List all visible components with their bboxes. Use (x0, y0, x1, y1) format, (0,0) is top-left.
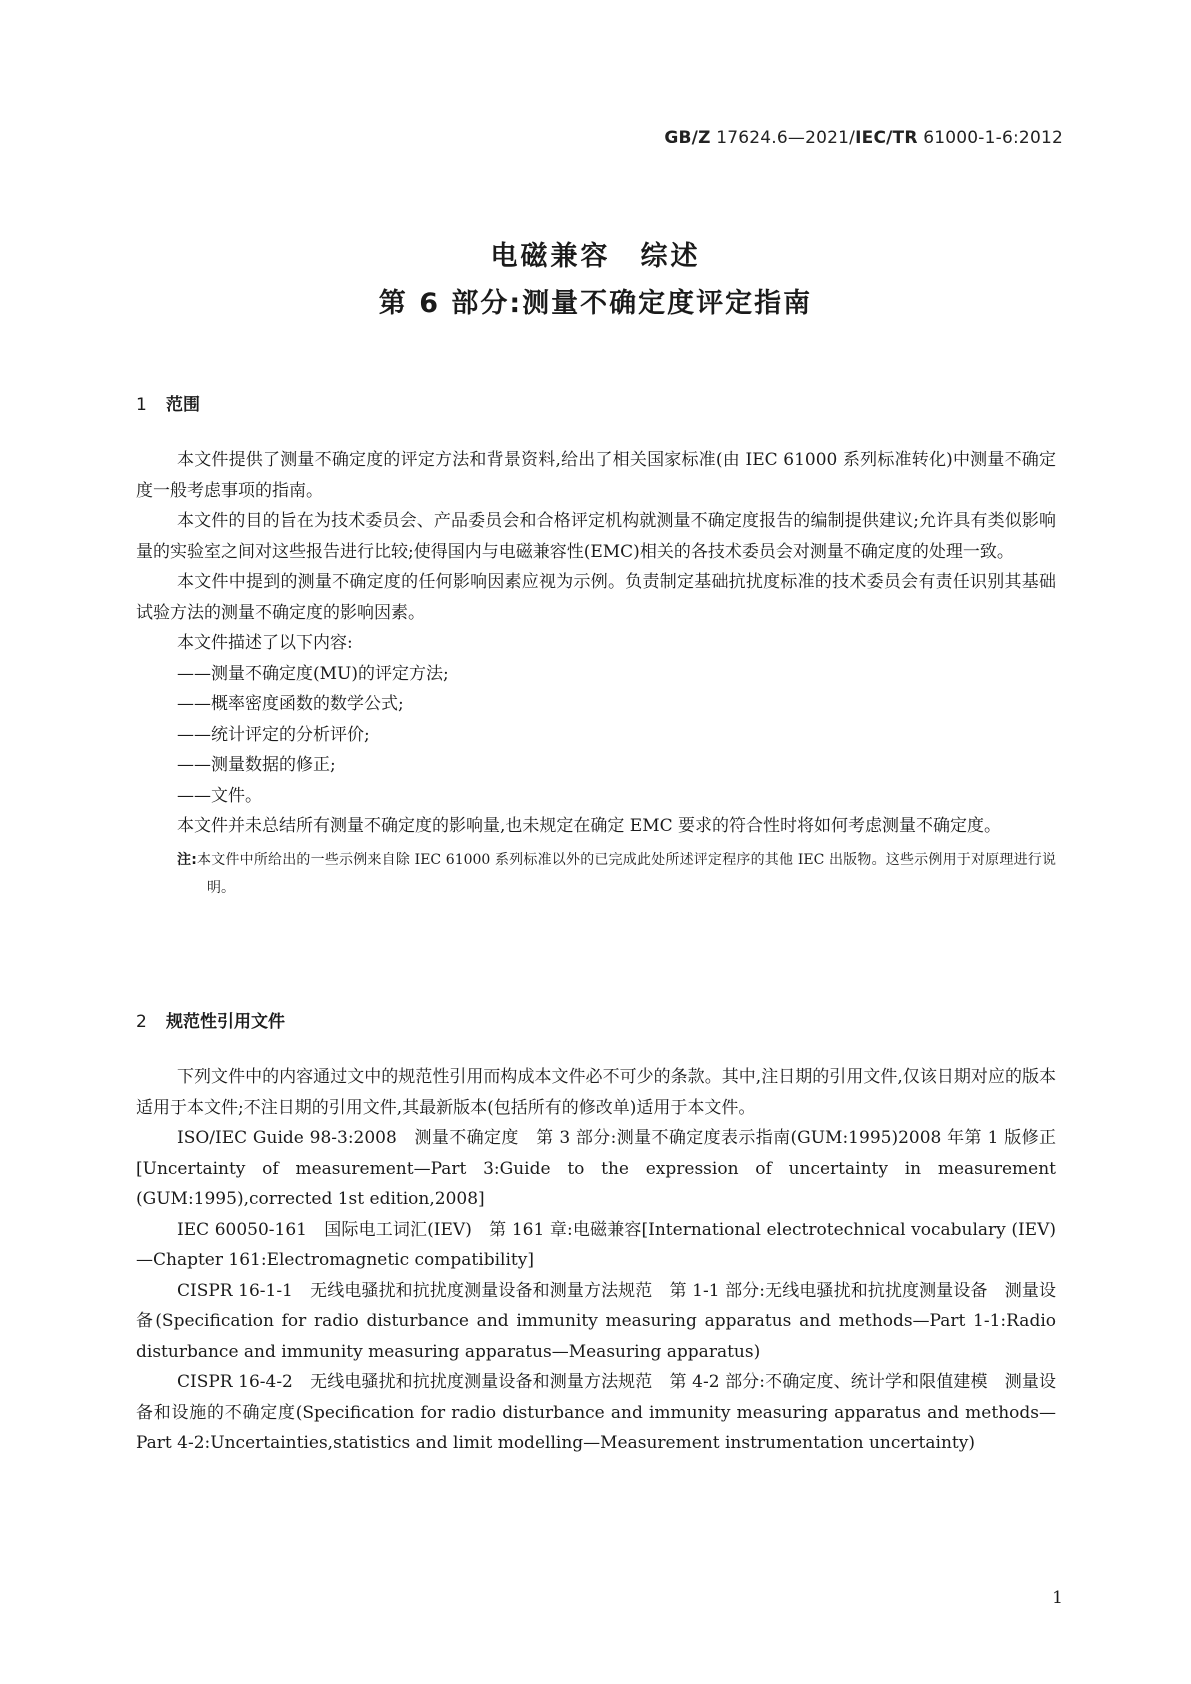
list-item: ——测量数据的修正; (177, 755, 336, 775)
document-title-line2: 第 6 部分:测量不确定度评定指南 (378, 288, 813, 319)
list-item: ——测量不确定度(MU)的评定方法; (177, 663, 449, 684)
standard-code-header (664, 128, 1063, 148)
section-2-body (136, 1062, 1056, 1459)
header-iec-number: 61000-1-6:2012 (917, 128, 1063, 148)
header-code-number: 17624.6—2021/ (710, 128, 856, 148)
reference-entry: CISPR 16-4-2 无线电骚扰和抗扰度测量设备和测量方法规范 第 4-2 部分:不确定度、统计学和限值建模 测量设备和设施的不确定度(Specification for radio disturbance and immunity measuring apparatus and methods—Part 4-2:Uncertainties,statistics and limit modelling—Measurement instrumentation uncertainty) (136, 1372, 1056, 1453)
header-code-prefix: GB/Z (664, 128, 711, 148)
section-1-heading (136, 390, 200, 415)
reference-entry: IEC 60050-161 国际电工词汇(IEV) 第 161 章:电磁兼容[International electrotechnical vocabulary (IEV)—Chapter 161:Electromagnetic compatibility] (136, 1219, 1056, 1270)
paragraph: 本文件的目的旨在为技术委员会、产品委员会和合格评定机构就测量不确定度报告的编制提供建议;允许具有类似影响量的实验室之间对这些报告进行比较;使得国内与电磁兼容性(EMC)相关的各技术委员会对测量不确定度的处理一致。 (136, 511, 1056, 562)
paragraph: 下列文件中的内容通过文中的规范性引用而构成本文件必不可少的条款。其中,注日期的引用文件,仅该日期对应的版本适用于本文件;不注日期的引用文件,其最新版本(包括所有的修改单)适用于本文件。 (136, 1067, 1056, 1118)
section-1-number: 1 (136, 395, 147, 415)
paragraph: 本文件描述了以下内容: (177, 633, 353, 653)
reference-entry: CISPR 16-1-1 无线电骚扰和抗扰度测量设备和测量方法规范 第 1-1 部分:无线电骚扰和抗扰度测量设备 测量设备(Specification for radio disturbance and immunity measuring apparatus and methods—Part 1-1:Radio disturbance and immunity measuring apparatus—Measuring apparatus) (136, 1280, 1056, 1362)
document-title-line1: 电磁兼容 综述 (490, 241, 701, 272)
paragraph: 本文件中提到的测量不确定度的任何影响因素应视为示例。负责制定基础抗扰度标准的技术委员会有责任识别其基础试验方法的测量不确定度的影响因素。 (136, 572, 1056, 623)
section-2-number: 2 (136, 1012, 147, 1032)
note-label: 注: (177, 851, 197, 868)
note-text: 本文件中所给出的一些示例来自除 IEC 61000 系列标准以外的已完成此处所述评定程序的其他 IEC 出版物。这些示例用于对原理进行说明。 (196, 851, 1056, 896)
reference-entry: ISO/IEC Guide 98-3:2008 测量不确定度 第 3 部分:测量不确定度表示指南(GUM:1995)2008 年第 1 版修正[Uncertainty of measurement—Part 3:Guide to the expression of uncertainty in measurement (GUM:1995),corrected 1st edition,2008] (136, 1128, 1056, 1209)
note (136, 846, 1056, 902)
paragraph: 本文件提供了测量不确定度的评定方法和背景资料,给出了相关国家标准(由 IEC 61000 系列标准转化)中测量不确定度一般考虑事项的指南。 (136, 450, 1056, 501)
list-item: ——文件。 (177, 785, 262, 806)
list-item: ——统计评定的分析评价; (177, 724, 370, 745)
header-iec-prefix: IEC/TR (855, 128, 918, 148)
section-2-heading (136, 1007, 285, 1032)
section-2-title: 规范性引用文件 (166, 1012, 285, 1032)
section-1-title: 范围 (166, 395, 200, 415)
section-1-body (136, 445, 1056, 902)
page-number: 1 (1052, 1588, 1063, 1608)
list-item: ——概率密度函数的数学公式; (177, 694, 404, 714)
paragraph: 本文件并未总结所有测量不确定度的影响量,也未规定在确定 EMC 要求的符合性时将如何考虑测量不确定度。 (177, 816, 1002, 836)
